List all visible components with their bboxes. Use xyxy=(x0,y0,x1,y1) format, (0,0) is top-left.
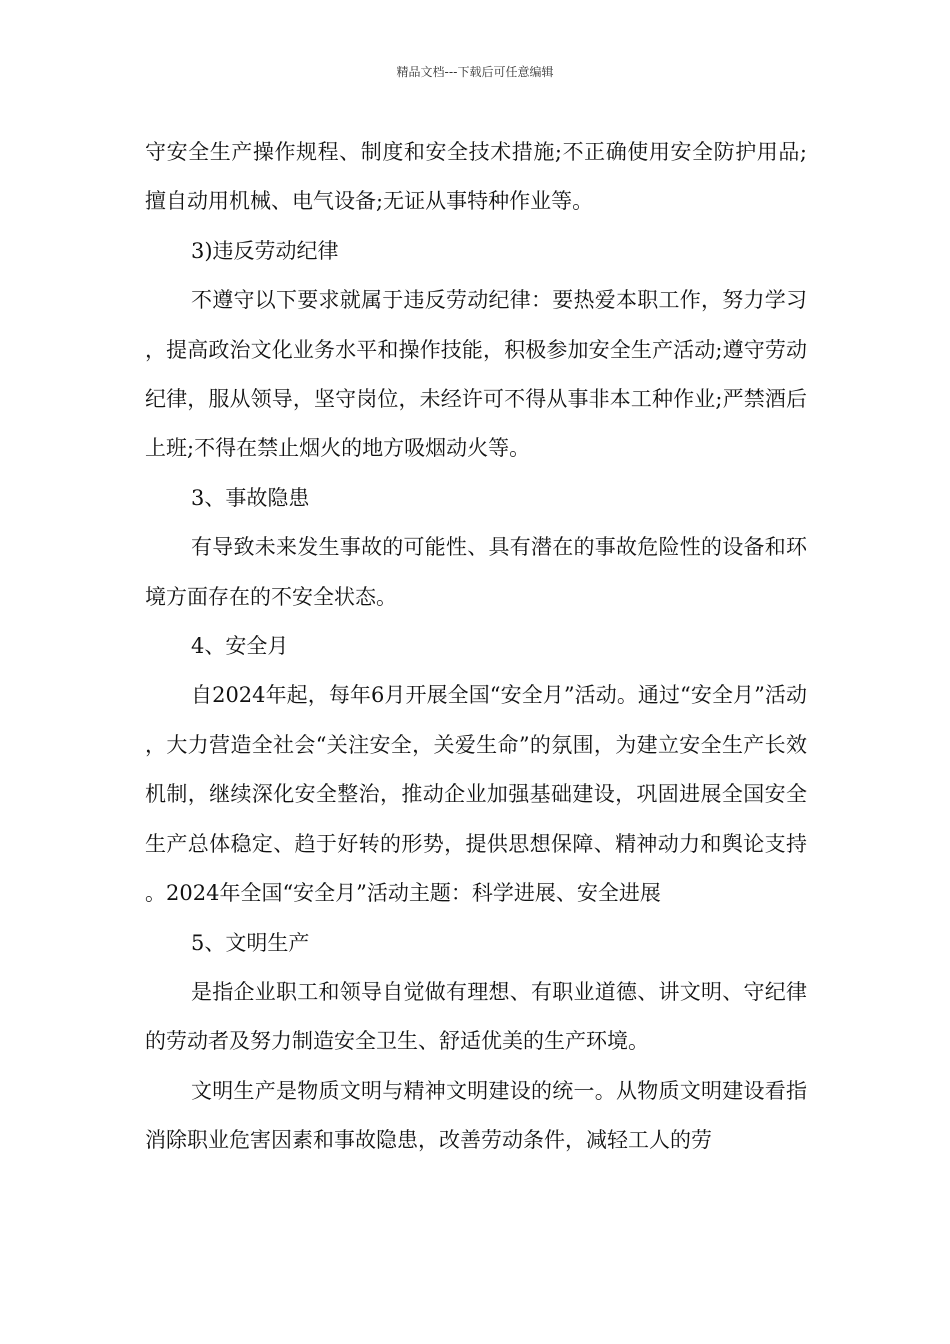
paragraph-accident-hazard: 有导致未来发生事故的可能性、具有潜在的事故危险性的设备和环境方面存在的不安全状态。 xyxy=(145,535,807,609)
paragraph-civilized-production-unity: 文明生产是物质文明与精神文明建设的统一。从物质文明建设看指消除职业危害因素和事故隐患，改善劳动条件，减轻工人的劳 xyxy=(145,1078,807,1153)
heading-civilized-production: 5、文明生产 xyxy=(191,930,310,955)
paragraph-labor-discipline: 不遵守以下要求就属于违反劳动纪律：要热爱本职工作，努力学习，提高政治文化业务水平和操作技能，积极参加安全生产活动;遵守劳动纪律，服从领导，坚守岗位，未经许可不得从事非本工种作业;严禁酒后上班;不得在禁止烟火的地方吸烟动火等。 xyxy=(145,288,807,461)
page-header: 精品文档---下载后可任意编辑 xyxy=(396,65,554,79)
heading-accident-hazard: 3、事故隐患 xyxy=(191,485,310,510)
paragraph-continuation: 守安全生产操作规程、制度和安全技术措施;不正确使用安全防护用品;擅自动用机械、电气设备;无证从事特种作业等。 xyxy=(145,140,807,214)
paragraph-safety-month: 自2024年起，每年6月开展全国“安全月”活动。通过“安全月”活动，大力营造全社会“关注安全，关爱生命”的氛围，为建立安全生产长效机制，继续深化安全整治，推动企业加强基础建设，巩固进展全国安全生产总体稳定、趋于好转的形势，提供思想保障、精神动力和舆论支持。2024年全国“安全月”活动主题：科学进展、安全进展 xyxy=(145,683,807,906)
paragraph-civilized-production: 是指企业职工和领导自觉做有理想、有职业道德、讲文明、守纪律的劳动者及努力制造安全卫生、舒适优美的生产环境。 xyxy=(145,979,807,1054)
heading-labor-discipline: 3)违反劳动纪律 xyxy=(191,238,339,263)
document-body xyxy=(145,128,807,1166)
heading-safety-month: 4、安全月 xyxy=(191,634,289,659)
